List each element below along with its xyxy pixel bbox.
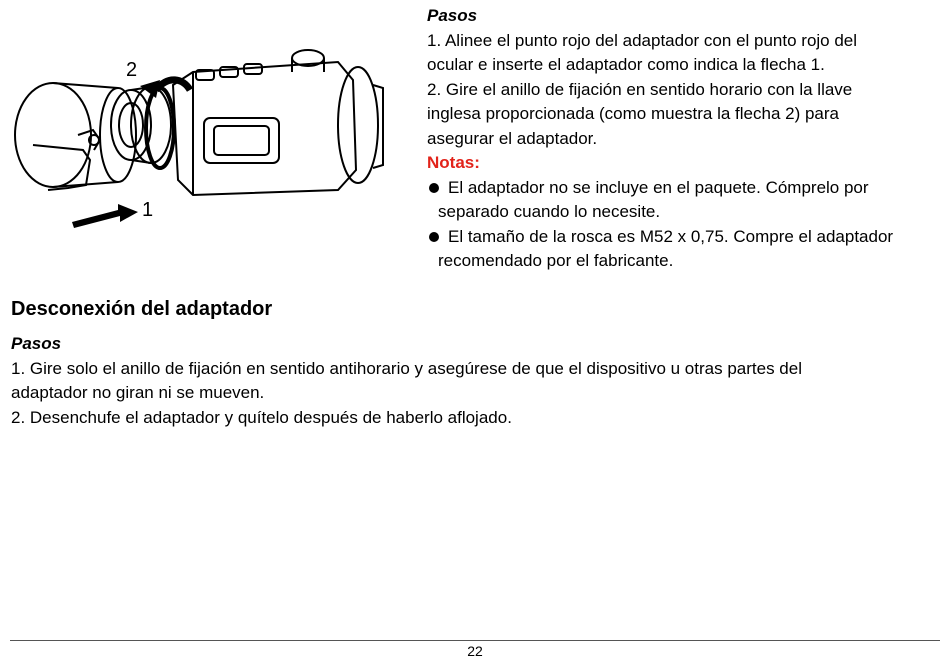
adapter-diagram [8, 40, 408, 240]
callout-1: 1 [142, 199, 154, 221]
step-line: asegurar el adaptador. [427, 128, 598, 148]
step-line: 2. Gire el anillo de fijación en sentido horario con la llave [427, 79, 853, 99]
step-line: 1. Gire solo el anillo de fijación en sentido antihorario y asegúrese de que el dispositivo u otras partes del [11, 358, 802, 378]
step-line: adaptador no giran ni se mueven. [11, 383, 265, 402]
note-text: El tamaño de la rosca es M52 x 0,75. Compre el adaptador [448, 226, 894, 246]
section-heading: Desconexión del adaptador [11, 298, 273, 320]
note-item [427, 225, 937, 250]
device-body [173, 62, 356, 195]
adapter-illustration [8, 40, 408, 240]
step-line: inglesa proporcionada (como muestra la flecha 2) para [427, 104, 840, 123]
step-line: 1. Alinee el punto rojo del adaptador con el punto rojo del [427, 30, 858, 50]
connection-instructions [427, 4, 937, 274]
note-item [427, 176, 937, 201]
insert-arrow [72, 204, 138, 228]
device-side-panel [204, 118, 279, 163]
steps-title: Pasos [11, 334, 62, 353]
disconnection-instructions [11, 332, 931, 430]
bullet-icon [429, 232, 439, 242]
bullet-icon [429, 183, 439, 193]
step-line: ocular e inserte el adaptador como indica la flecha 1. [427, 55, 825, 74]
note-text-continued: recomendado por el fabricante. [438, 251, 674, 270]
footer-divider [10, 640, 940, 641]
notes-title: Notas: [427, 153, 480, 172]
note-text-continued: separado cuando lo necesite. [438, 202, 661, 221]
clamp-lever [33, 145, 90, 190]
step-line: 2. Desenchufe el adaptador y quítelo después de haberlo aflojado. [11, 407, 512, 427]
callout-2: 2 [126, 59, 138, 81]
page-number: 22 [467, 643, 483, 659]
note-text: El adaptador no se incluye en el paquete. Cómprelo por [448, 177, 869, 197]
steps-title: Pasos [427, 6, 478, 25]
